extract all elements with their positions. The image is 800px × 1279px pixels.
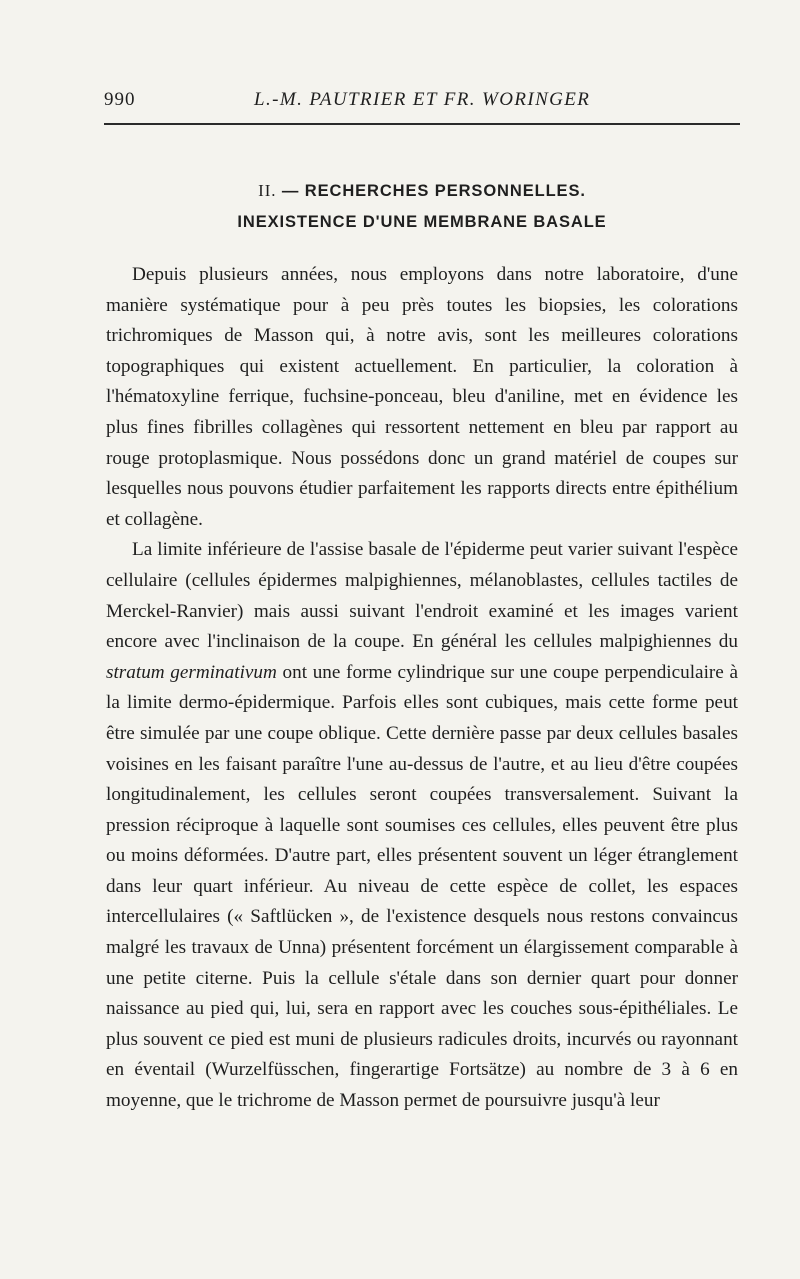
- section-number: II.: [258, 181, 277, 200]
- section-title-line2: INEXISTENCE D'UNE MEMBRANE BASALE: [237, 213, 607, 231]
- section-heading-line1: [104, 175, 740, 207]
- paragraph-1: Depuis plusieurs années, nous employons dans notre laboratoire, d'une manière systématique pour à peu près toutes les biopsies, les colorations trichromiques de Masson qui, à notre avis, sont les meilleures colorations topographiques qui existent actuellement. En particulier, la coloration à l'hématoxyline ferrique, fuchsine-ponceau, bleu d'aniline, met en évidence les plus fines fibrilles collagènes qui ressortent nettement en bleu par rapport au rouge protoplasmique. Nous possédons donc un grand matériel de coupes sur lesquelles nous pouvons étudier parfaitement les rapports directs entre épithélium et collagène.: [106, 264, 738, 530]
- running-head: [104, 89, 737, 115]
- running-head-authors: L.-M. PAUTRIER ET FR. WORINGER: [254, 89, 591, 110]
- section-heading: [104, 175, 740, 238]
- body-text: [106, 260, 738, 1117]
- paragraph-2-part-1: La limite inférieure de l'assise basale de l'épiderme peut varier suivant l'espèce cellulaire (cellules épidermes malpighiennes, mélanoblastes, cellules tactiles de Merckel-Ranvier) mais aussi suivant l'endroit examiné et les images varient encore avec l'inclinaison de la coupe. En général les cellules malpighiennes du: [106, 539, 738, 653]
- header-rule: [104, 123, 740, 125]
- paragraph-2-part-2: ont une forme cylindrique sur une coupe perpendiculaire à la limite dermo-épidermique. Parfois elles sont cubiques, mais cette forme peut être simulée par une coupe oblique. Cette dernière passe par deux cellules basales voisines en les faisant paraître l'une au-dessus de l'autre, et au lieu d'être coupées longitudinalement, les cellules seront coupées transversalement. Suivant la pression réciproque à laquelle sont soumises ces cellules, elles peuvent être plus ou moins déformées. D'autre part, elles présentent souvent un léger étranglement dans leur quart inférieur. Au niveau de cette espèce de collet, les espaces intercellulaires (« Saftlücken », de l'existence desquels nous restons convaincus malgré les travaux de Unna) présentent forcément un élargissement comparable à une petite citerne. Puis la cellule s'étale dans son dernier quart pour donner naissance au pied qui, lui, sera en rapport avec les couches sous-épithéliales. Le plus souvent ce pied est muni de plusieurs radicules droits, incurvés ou rayonnant en éventail (Wurzelfüsschen, fingerartige Fortsätze) au nombre de 3 à 6 en moyenne, que le trichrome de Masson permet de poursuivre jusqu'à leur: [106, 661, 738, 1112]
- section-title-line1: — RECHERCHES PERSONNELLES.: [281, 182, 586, 200]
- paragraph-2-italic-term: stratum germinativum: [106, 661, 277, 683]
- paragraph-2: [106, 535, 738, 1116]
- page-number: 990: [104, 89, 136, 110]
